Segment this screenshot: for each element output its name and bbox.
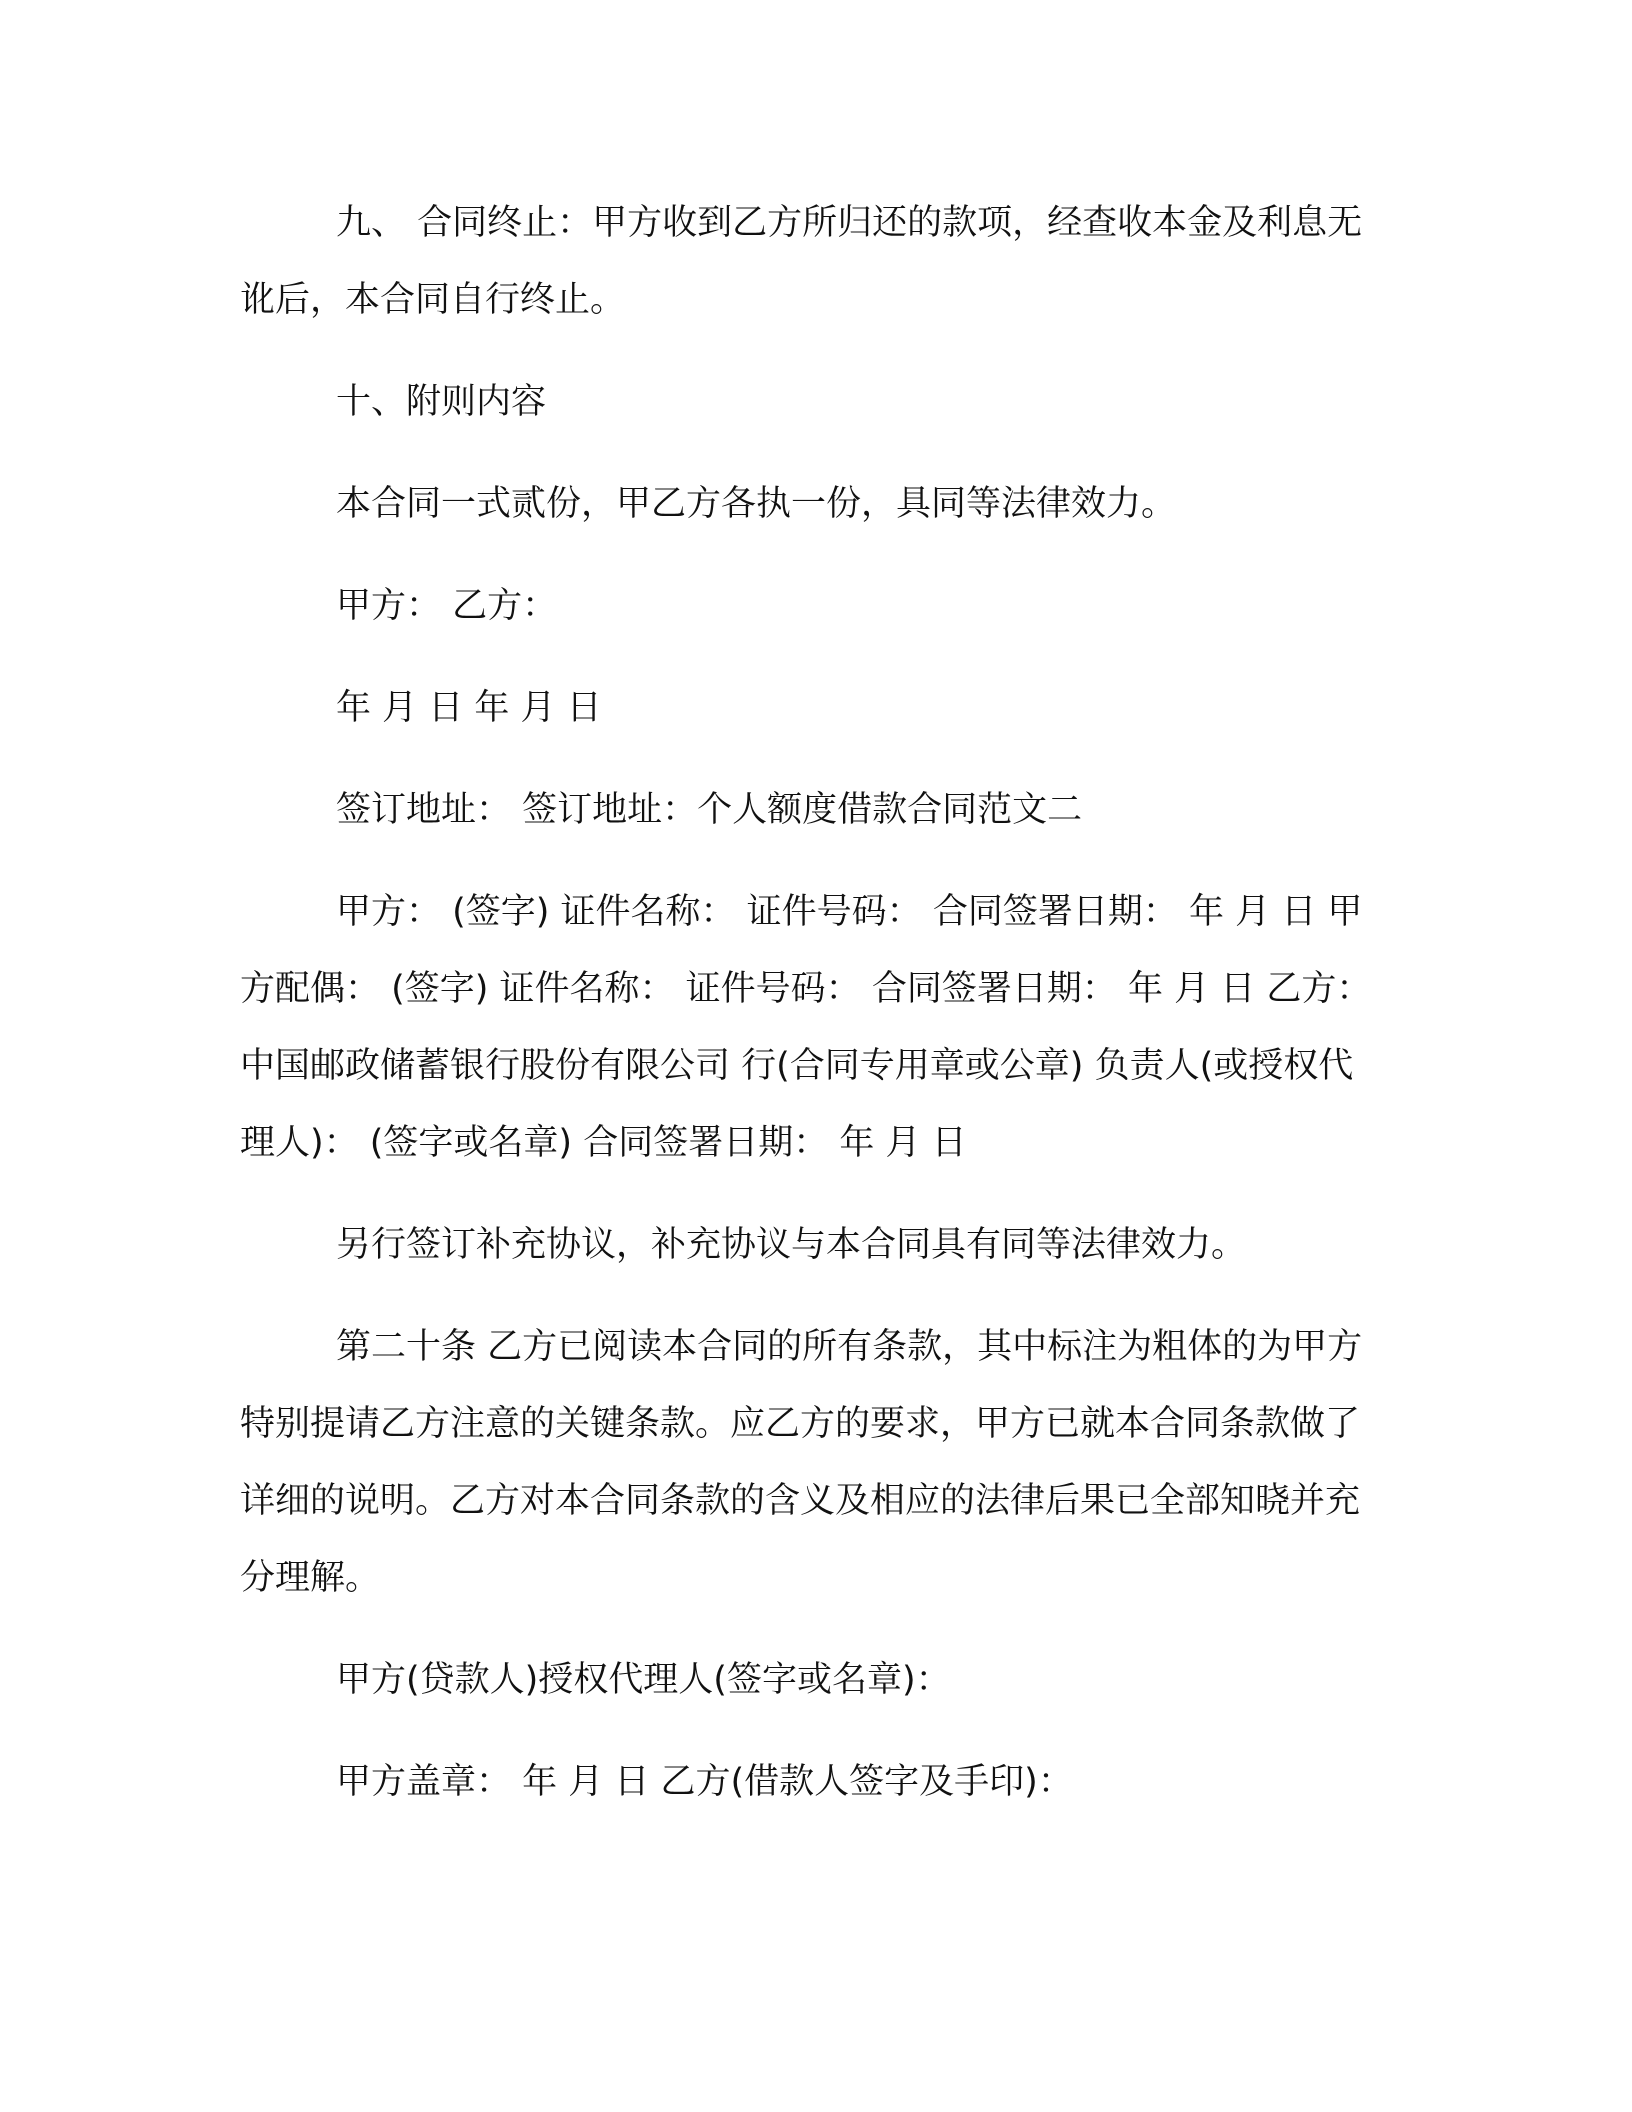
clause-9-termination: 九、 合同终止：甲方收到乙方所归还的款项，经查收本金及利息无讹后，本合同自行终止。 [240, 203, 1363, 320]
seal-and-borrower-signature: 甲方盖章： 年 月 日 乙方(借款人签字及手印)： [336, 1762, 1073, 1802]
party-signature-line: 甲方： 乙方： [336, 586, 558, 626]
lender-agent-signature: 甲方(贷款人)授权代理人(签字或名章)： [336, 1660, 951, 1700]
signing-address-line: 签订地址： 签订地址：个人额度借款合同范文二 [336, 790, 1083, 830]
copies-statement: 本合同一式贰份，甲乙方各执一份，具同等法律效力。 [336, 484, 1177, 524]
date-line: 年 月 日 年 月 日 [336, 688, 602, 728]
document-page [240, 185, 1385, 1846]
supplementary-agreement: 另行签订补充协议，补充协议与本合同具有同等法律效力。 [336, 1225, 1247, 1265]
clause-10-heading: 十、附则内容 [336, 382, 547, 422]
signature-block: 甲方： (签字) 证件名称： 证件号码： 合同签署日期： 年 月 日 甲方配偶： (签字) 证件名称： 证件号码： 合同签署日期： 年 月 日 乙方：中国邮政储蓄银行股份有限公司 行(合同专用章或公章) 负责人(或授权代理人)： (签字或名章) 合同签署日期： 年 月 日 [240, 892, 1372, 1163]
article-20: 第二十条 乙方已阅读本合同的所有条款，其中标注为粗体的为甲方特别提请乙方注意的关键条款。应乙方的要求，甲方已就本合同条款做了详细的说明。乙方对本合同条款的含义及相应的法律后果已全部知晓并充分理解。 [240, 1327, 1363, 1598]
